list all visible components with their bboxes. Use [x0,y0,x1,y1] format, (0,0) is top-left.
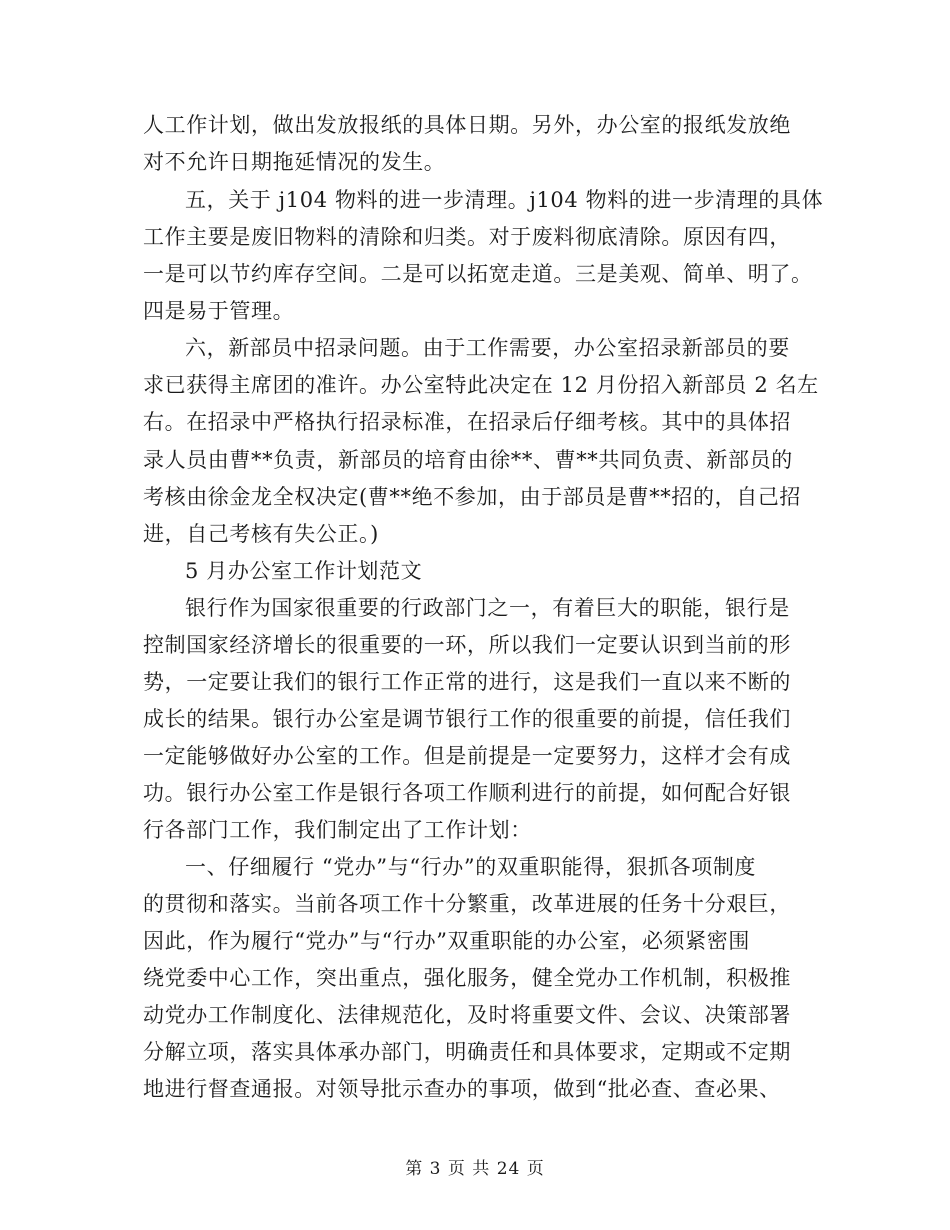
text-line: 地进行督查通报。对领导批示查办的事项，做到“批必查、查必果、 [143,1077,781,1101]
text-line: 人工作计划，做出发放报纸的具体日期。另外，办公室的报纸发放绝 [143,113,791,137]
text-line: 录人员由曹**负责，新部员的培育由徐**、曹**共同负责、新部员的 [143,448,793,472]
text-line: 对不允许日期拖延情况的发生。 [143,150,446,174]
text-line: 六，新部员中招录问题。由于工作需要，办公室招录新部员的要 [185,336,790,360]
text-line: 求已获得主席团的准许。办公室特此决定在 12 月份招入新部员 2 名左 [143,373,819,397]
text-line: 工作主要是废旧物料的清除和归类。对于废料彻底清除。原因有四， [143,225,791,249]
text-line: 银行作为国家很重要的行政部门之一，有着巨大的职能，银行是 [185,596,790,620]
text-line: 控制国家经济增长的很重要的一环，所以我们一定要认识到当前的形 [143,633,791,657]
text-line: 一定能够做好办公室的工作。但是前提是一定要努力，这样才会有成 [143,744,791,768]
text-line: 动党办工作制度化、法律规范化，及时将重要文件、会议、决策部署 [143,1003,791,1027]
text-line: 考核由徐金龙全权决定(曹**绝不参加，由于部员是曹**招的，自己招 [143,485,801,509]
section-heading: 5 月办公室工作计划范文 [185,559,423,583]
text-line: 进，自己考核有失公正。) [143,522,379,546]
text-line: 的贯彻和落实。当前各项工作十分繁重，改革进展的任务十分艰巨， [143,892,791,916]
text-line: 分解立项，落实具体承办部门，明确责任和具体要求，定期或不定期 [143,1040,791,1064]
text-line: 一、仔细履行 “党办”与“行办”的双重职能得，狠抓各项制度 [185,855,757,879]
text-line: 四是易于管理。 [143,299,295,323]
text-line: 一是可以节约库存空间。二是可以拓宽走道。三是美观、简单、明了。 [143,262,813,286]
page-number-footer: 第 3 页 共 24 页 [405,1159,545,1179]
text-line: 功。银行办公室工作是银行各项工作顺利进行的前提，如何配合好银 [143,781,791,805]
text-line: 行各部门工作，我们制定出了工作计划： [143,818,532,842]
text-line: 绕党委中心工作，突出重点，强化服务，健全党办工作机制，积极推 [143,966,791,990]
text-line: 五，关于 j104 物料的进一步清理。j104 物料的进一步清理的具体 [185,188,824,212]
text-line: 势，一定要让我们的银行工作正常的进行，这是我们一直以来不断的 [143,670,791,694]
text-line: 右。在招录中严格执行招录标准，在招录后仔细考核。其中的具体招 [143,410,791,434]
text-line: 成长的结果。银行办公室是调节银行工作的很重要的前提，信任我们 [143,707,791,731]
text-line: 因此，作为履行“党办”与“行办”双重职能的办公室，必须紧密围 [143,929,750,953]
